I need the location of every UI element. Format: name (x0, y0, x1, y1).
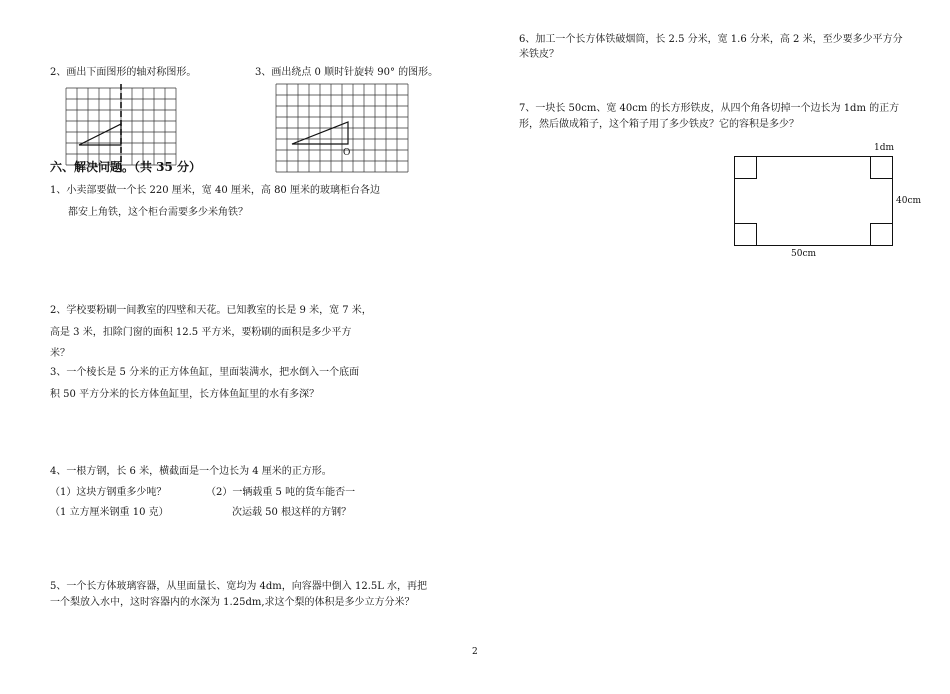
problem-6-line-1: 6、加工一个长方体铁破烟筒，长 2.5 分米，宽 1.6 分米，高 2 米，至少要多少平方分 (519, 34, 903, 45)
problem-1-line-2: 都安上角铁，这个柜台需要多少米角铁？ (68, 207, 248, 218)
q2-mirror-prompt: 2、画出下面图形的轴对称图形。 (50, 67, 197, 78)
problem-7-line-2: 形，然后做成箱子，这个箱子用了多少铁皮？它的容积是多少？ (519, 119, 799, 130)
mirror-grid-figure (66, 88, 176, 168)
problem-6-line-2: 米铁皮？ (519, 49, 559, 60)
rotation-point-label: O (343, 148, 351, 158)
problem-4-sub-1-note: （1 立方厘米钢重 10 克） (50, 507, 169, 518)
problem-1-line-1: 1、小卖部要做一个长 220 厘米，宽 40 厘米，高 80 厘米的玻璃柜台各边 (50, 185, 380, 196)
problem-2-line-2: 高是 3 米，扣除门窗的面积 12.5 平方米，要粉刷的面积是多少平方 (50, 327, 352, 338)
problem-4-sub-2-line-2: 次运载 50 根这样的方钢？ (232, 507, 352, 518)
label-1dm: 1dm (874, 143, 895, 153)
page-number: 2 (472, 647, 478, 657)
sheet-diagram (734, 156, 893, 246)
problem-3-line-2: 积 50 平方分米的长方体鱼缸里，长方体鱼缸里的水有多深？ (50, 389, 320, 400)
problem-4-sub-1: （1）这块方钢重多少吨？ (50, 487, 167, 498)
problem-7-line-1: 7、一块长 50cm、宽 40cm 的长方形铁皮，从四个角各切掉一个边长为 1dm 的正方 (519, 103, 900, 114)
problem-4-sub-2-line-1: （2）一辆载重 5 吨的货车能否一 (206, 487, 356, 498)
section-title: 六、解决问题。（共 35 分） (50, 160, 202, 174)
label-50cm: 50cm (791, 249, 817, 259)
problem-5-line-1: 5、一个长方体玻璃容器，从里面量长、宽均为 4dm，向容器中倒入 12.5L 水，再把 (50, 581, 428, 592)
problem-3-line-1: 3、一个棱长是 5 分米的正方体鱼缸，里面装满水，把水倒入一个底面 (50, 367, 360, 378)
problem-2-line-1: 2、学校要粉刷一间教室的四壁和天花。已知教室的长是 9 米，宽 7 米， (50, 305, 372, 316)
problem-2-line-3: 米？ (50, 348, 70, 359)
problem-5-line-2: 一个梨放入水中，这时容器内的水深为 1.25dm,求这个梨的体积是多少立方分米？ (50, 597, 415, 608)
problem-4-line-1: 4、一根方钢，长 6 米，横截面是一个边长为 4 厘米的正方形。 (50, 466, 332, 477)
rotation-grid-figure (276, 84, 408, 169)
q3-rotate-prompt: 3、画出绕点 0 顺时针旋转 90° 的图形。 (255, 67, 439, 78)
label-40cm: 40cm (896, 196, 922, 206)
